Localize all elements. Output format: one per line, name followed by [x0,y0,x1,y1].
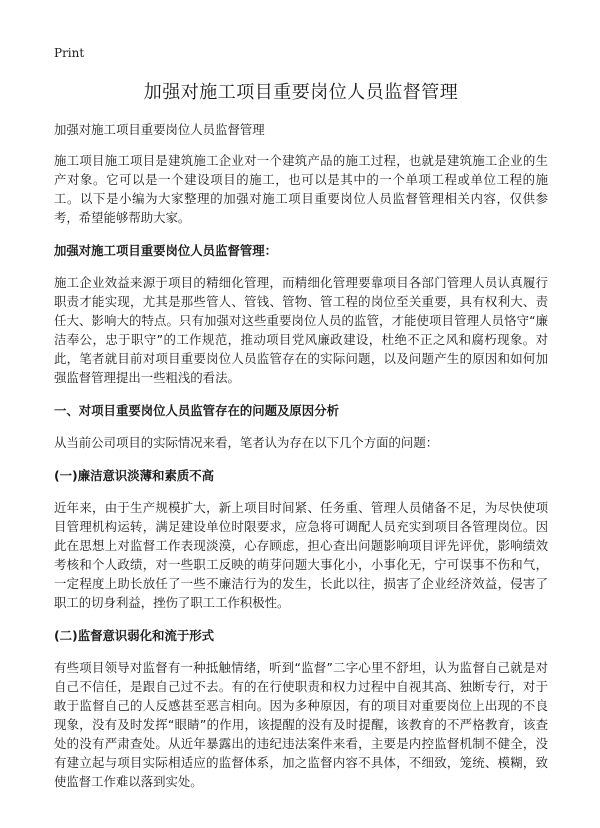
heading-2: (一)廉洁意识淡薄和素质不高 [54,468,215,483]
print-link[interactable]: Print [54,46,85,60]
intro-paragraph: 施工项目施工项目是建筑施工企业对一个建筑产品的施工过程，也就是建筑施工企业的生产对象。它可以是一个建设项目的施工，也可以是其中的一个单项工程或单位工程的施工。以下是小编为大家整理的加强对施工项目重要岗位人员监督管理相关内容，仅供参考，希望能够帮助大家。 [54,153,548,225]
heading-3: (二)监督意识弱化和流于形式 [54,628,215,643]
paragraph-3: 近年来，由于生产规模扩大，新上项目时间紧、任务重、管理人员储备不足，为尽快使项目管理机构运转，满足建设单位时限要求，应急将可调配人员充实到项目各管理岗位。因此在思想上对监督工作表现淡漠，心存顾虑，担心查出问题影响项目评先评优，影响绩效考核和个人政绩，对一些职工反映的萌芽问题大事化小，小事化无，宁可误事不伤和气，一定程度上助长放任了一些不廉洁行为的发生，长此以往，损害了企业经济效益，侵害了职工的切身利益，挫伤了职工工作积极性。 [54,500,548,610]
paragraph-2: 从当前公司项目的实际情况来看，笔者认为存在以下几个方面的问题： [54,435,439,450]
document-page [54,0,548,828]
page-title: 加强对施工项目重要岗位人员监督管理 [143,82,459,103]
paragraph-4: 有些项目领导对监督有一种抵触情绪，听到“监督”二字心里不舒坦，认为监督自己就是对自己不信任，是跟自己过不去。有的在行使职责和权力过程中自视其高、独断专行，对于敢于监督自己的人反感甚至恶言相向。因为多种原因，有的项目对重要岗位上出现的不良现象，没有及时发挥“眼睛”的作用，该提醒的没有及时提醒，该教育的不严格教育，该查处的没有严肃查处。从近年暴露出的违纪违法案件来看，主要是内控监督机制不健全，没有建立起与项目实际相适应的监督体系，加之监督内容不具体，不细致，笼统、模糊，致使监督工作难以落到实处。 [54,660,548,789]
paragraph-1: 施工企业效益来源于项目的精细化管理，而精细化管理要靠项目各部门管理人员认真履行职责才能实现，尤其是那些管人、管钱、管物、管工程的岗位至关重要，具有权利大、责任大、影响大的特点。只有加强对这些重要岗位人员的监管，才能使项目管理人员恪守“廉洁奉公，忠于职守”的工作规范，推动项目党风廉政建设，杜绝不正之风和腐朽现象。对此，笔者就目前对项目重要岗位人员监管存在的实际问题，以及问题产生的原因和如何加强监督管理提出一些粗浅的看法。 [54,275,548,385]
section-heading: 加强对施工项目重要岗位人员监督管理： [54,243,278,258]
article-subtitle: 加强对施工项目重要岗位人员监督管理 [54,122,265,137]
article-body [54,120,548,805]
heading-1: 一、对项目重要岗位人员监管存在的问题及原因分析 [54,403,339,418]
